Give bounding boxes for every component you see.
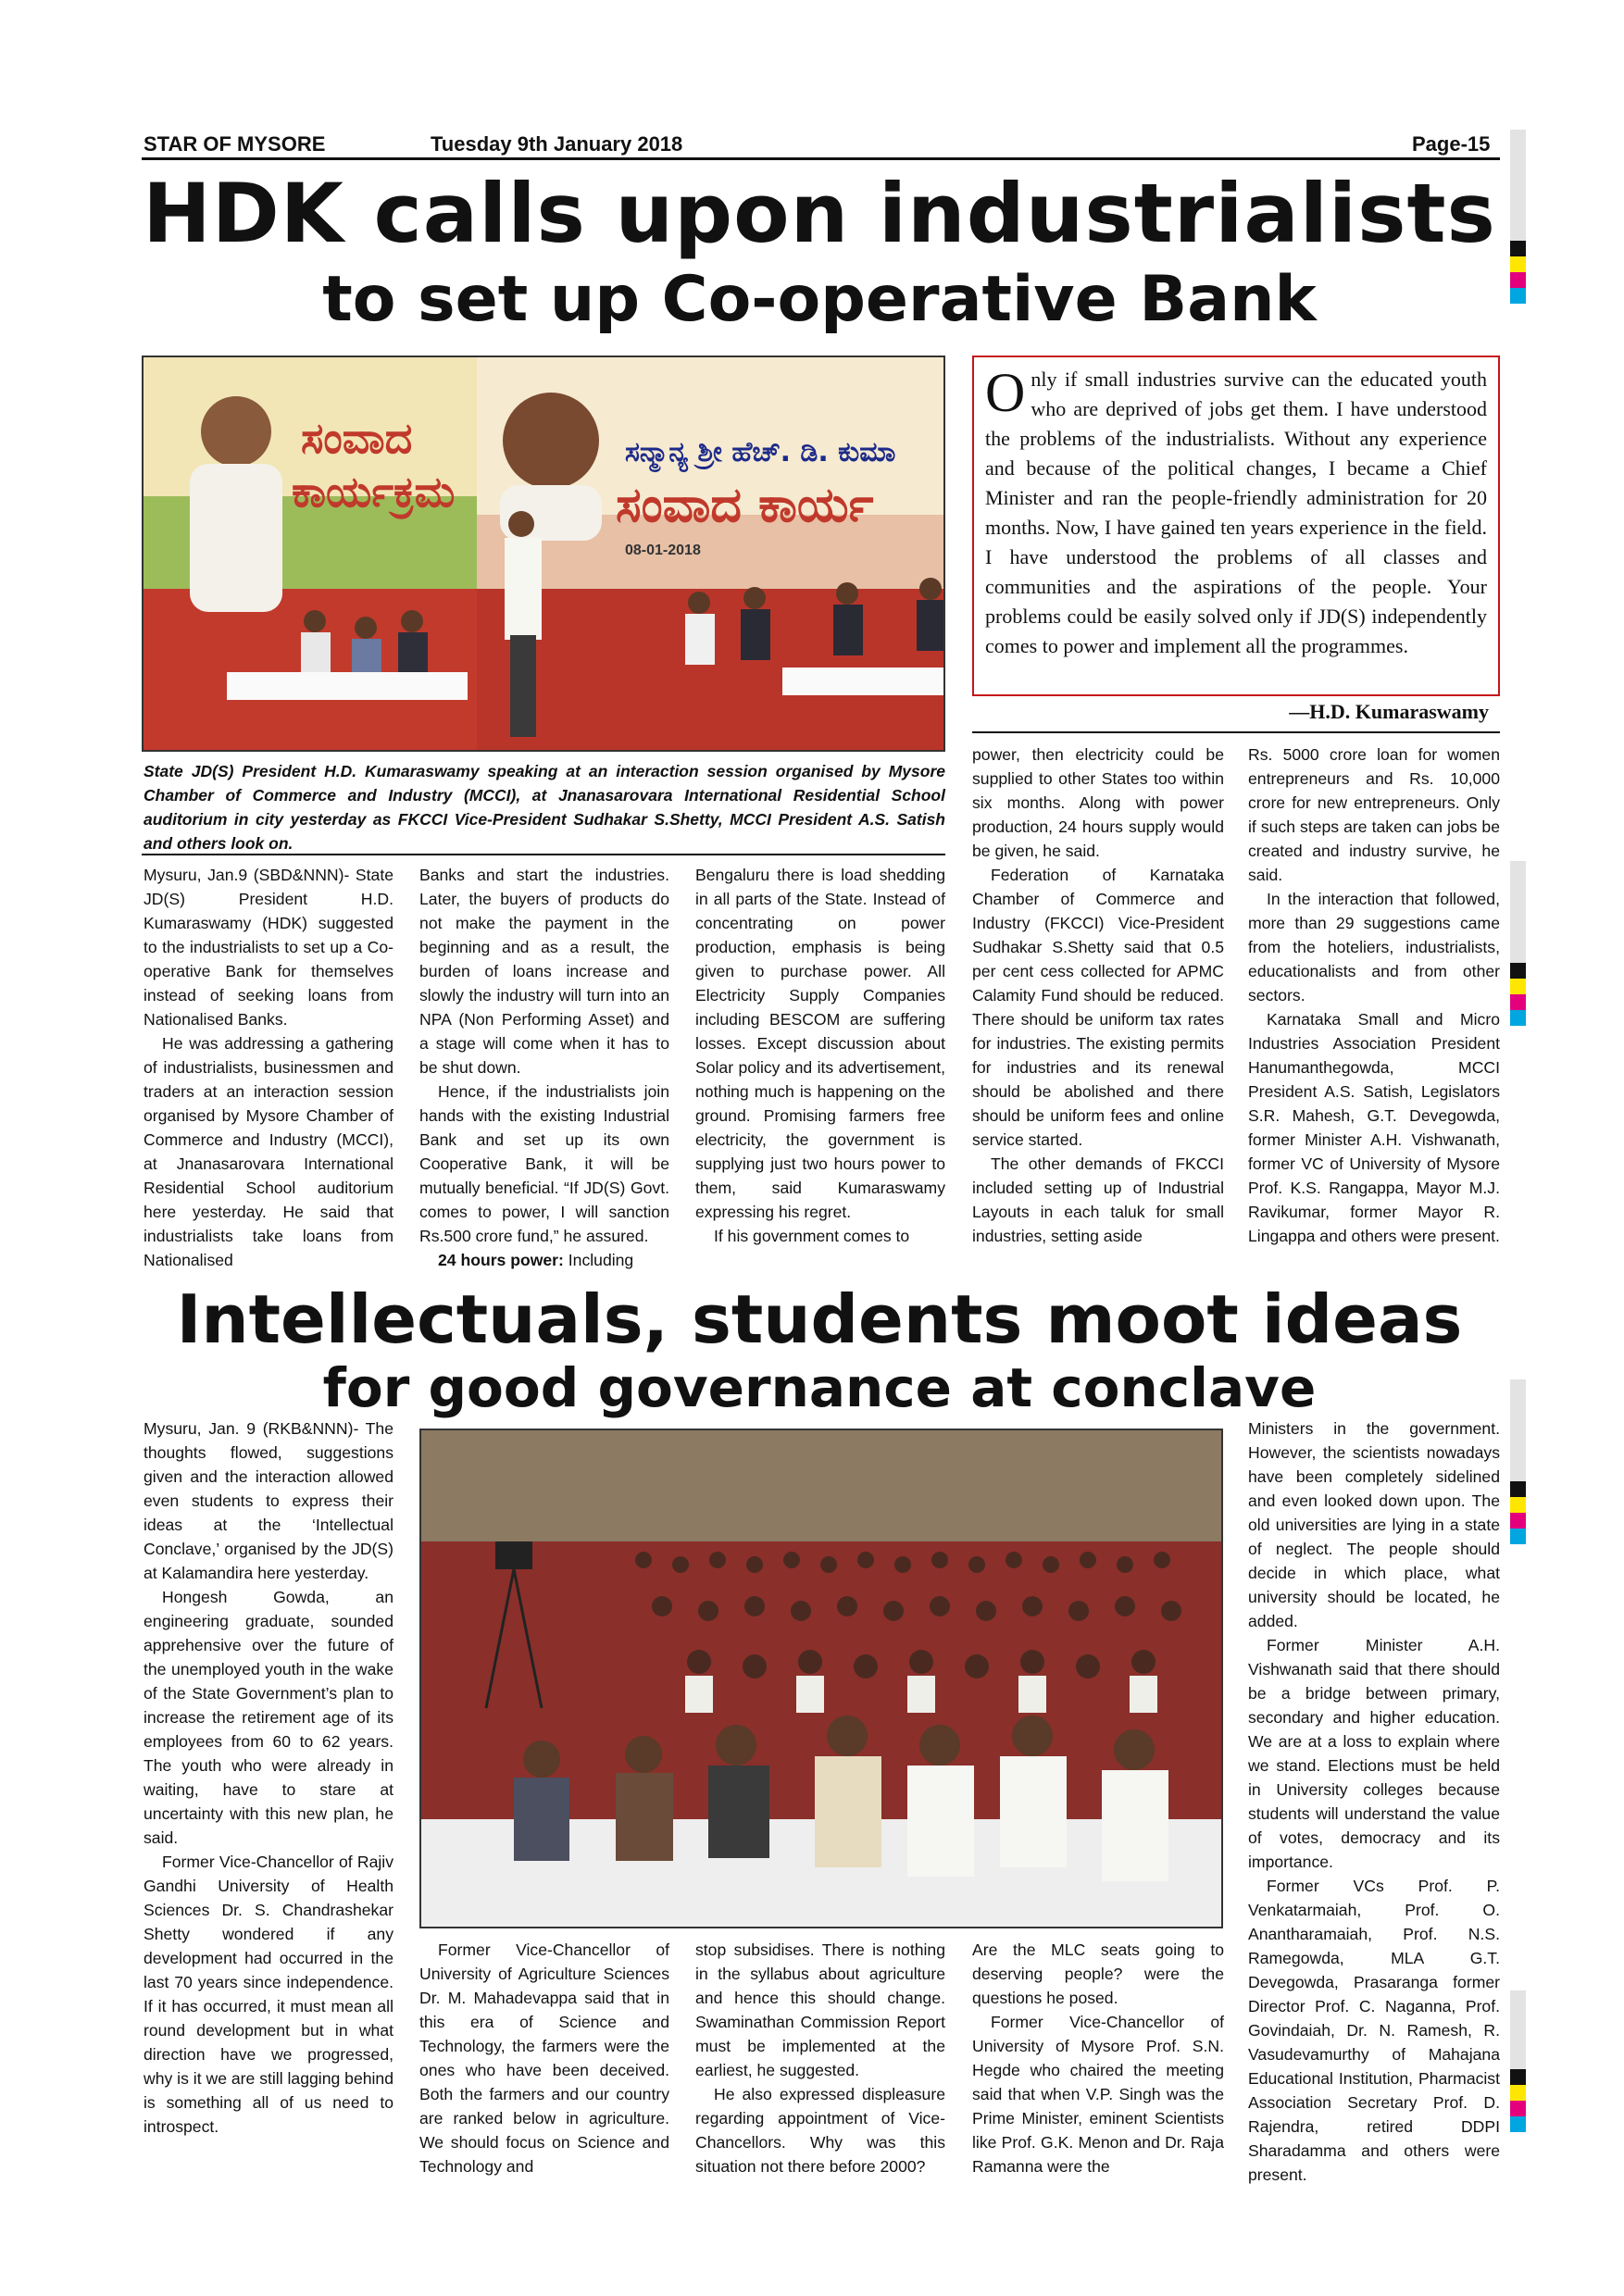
- story2-photo: [419, 1429, 1223, 1928]
- story1-column-4: [972, 742, 1224, 1248]
- story1-photo: [142, 356, 945, 752]
- subhead-text: Including: [563, 1251, 634, 1269]
- paper-name: STAR OF MYSORE: [144, 132, 326, 156]
- color-registration-marks: [1510, 241, 1526, 304]
- pull-quote-box: [972, 356, 1500, 696]
- story1-photo-caption: State JD(S) President H.D. Kumaraswamy speaking at an interaction session organised by Mysore Chamber of Commerce and Industry (MCCI), at Jnanasarovara International Residential School auditorium in city yesterday as FKCCI Vice-President Sudhakar S.Shetty, MCCI President A.S. Satish and others look on.: [144, 762, 945, 853]
- side-margin-strip: [1510, 861, 1526, 963]
- story1-column-5: [1248, 742, 1500, 1248]
- side-margin-strip: [1510, 1990, 1526, 2069]
- story1-column-2: [419, 863, 669, 1272]
- paragraph: Former Vice-Chancellor of University of Agriculture Sciences Dr. M. Mahadevappa said that in this era of Science and Technology, the farmers were the ones who have been deceived. Both the farmers and our country are ranked below in agriculture. We should focus on Science and Technology and: [419, 1940, 669, 2176]
- color-registration-marks: [1510, 963, 1526, 1026]
- photo-banner-text: ಕಾರ್ಯಕ್ರಮ: [292, 467, 456, 517]
- story2-column-5: [1248, 1416, 1500, 2187]
- paragraph: Hence, if the industrialists join hands with the existing Industrial Bank and set up its own Cooperative Bank, it will be mutually beneficial. “If JD(S) Govt. comes to power, I will sanction Rs.500 crore fund,” he assured.: [419, 1082, 669, 1245]
- paragraph: power, then electricity could be supplied to other States too within six months. Along with power production, 24 hours supply would be given, he said.: [972, 745, 1224, 860]
- story1-column-3: [695, 863, 945, 1248]
- story1-column-1: [144, 863, 394, 1272]
- photo-banner-text: ಸನ್ಮಾನ್ಯ ಶ್ರೀ ಹೆಚ್. ಡಿ. ಕುಮಾ: [625, 436, 896, 468]
- quote-dropcap: O: [985, 362, 1026, 423]
- quote-text: nly if small industries survive can the educated youth who are deprived of jobs get them. I have understood the problems of the industrialists. Without any experience and because of the political changes, I became a Chief Minister and ran the people-friendly administration for 20 months. Now, I have gained ten years experience in the field. I have understood the problems of all classes and communities and the aspirations of the people. Your problems could be easily solved only if JD(S) independently comes to power and implement all the programmes.: [985, 368, 1487, 657]
- story2-column-1: [144, 1416, 394, 2139]
- photo-banner-date: 08-01-2018: [625, 543, 701, 558]
- photo-banner-text: ಸಂವಾದ: [301, 413, 413, 463]
- quote-signature: —H.D. Kumaraswamy: [1289, 700, 1489, 723]
- paragraph: stop subsidises. There is nothing in the syllabus about agriculture and hence this should change. Swaminathan Commission Report must be implemented at the earliest, he suggested.: [695, 1940, 945, 2079]
- issue-date: Tuesday 9th January 2018: [431, 132, 683, 156]
- story2-column-2: [419, 1938, 669, 2178]
- paragraph: He was addressing a gathering of industrialists, businessmen and traders at an interaction session organised by Mysore Chamber of Commerce and Industry (MCCI), at Jnanasarovara International Residential School auditorium here yesterday. He said that industrialists take loans from Nationalised: [144, 1034, 394, 1269]
- caption-rule: [142, 854, 945, 855]
- paragraph: Are the MLC seats going to deserving people? were the questions he posed.: [972, 1940, 1224, 2007]
- color-registration-marks: [1510, 1481, 1526, 1544]
- story2-headline: Intellectuals, students moot ideas: [176, 1280, 1463, 1358]
- paragraph: Former Vice-Chancellor of University of Mysore Prof. S.N. Hegde who chaired the meeting said that when V.P. Singh was the Prime Minister, eminent Scientists like Prof. G.K. Menon and Dr. Raja Ramanna were the: [972, 2013, 1224, 2176]
- paragraph: Ministers in the government. However, the scientists nowadays have been completely sidelined and even looked down upon. The old universities are lying in a state of neglect. The people should decide in which place, what university should be located, he added.: [1248, 1419, 1500, 1630]
- header-rule: [142, 157, 1500, 160]
- subhead-bold: 24 hours power:: [438, 1251, 564, 1269]
- paragraph: He also expressed displeasure regarding appointment of Vice-Chancellors. Why was this situation not there before 2000?: [695, 2085, 945, 2176]
- side-margin-strip: [1510, 130, 1526, 241]
- paragraph: Hongesh Gowda, an engineering graduate, sounded apprehensive over the future of the unemployed youth in the wake of the State Government’s plan to increase the retirement age of its employees from 60 to 62 years. The youth who were already in waiting, have to stare at uncertainty with this new plan, he said.: [144, 1588, 394, 1847]
- side-margin-strip: [1510, 1379, 1526, 1481]
- paragraph: The other demands of FKCCI included setting up of Industrial Layouts in each taluk for small industries, setting aside: [972, 1154, 1224, 1245]
- page-number: Page-15: [1412, 132, 1491, 156]
- story2-subheadline: for good governance at conclave: [322, 1356, 1317, 1419]
- paragraph: Former Vice-Chancellor of Rajiv Gandhi University of Health Sciences Dr. S. Chandrashekar Shetty wondered if any development had occurred in the last 70 years since independence. If it has occurred, it must mean all round development but in what direction have we progressed, why is it we are still lagging behind is something all of us need to introspect.: [144, 1853, 394, 2136]
- paragraph: In the interaction that followed, more than 29 suggestions came from the hoteliers, industrialists, educationalists and from other sectors.: [1248, 890, 1500, 1004]
- story2-column-3: [695, 1938, 945, 2178]
- photo-banner-text: ಸಂವಾದ ಕಾರ್ಯ: [616, 478, 874, 533]
- story2-column-4: [972, 1938, 1224, 2178]
- paragraph: Federation of Karnataka Chamber of Commerce and Industry (FKCCI) Vice-President Sudhakar S.Shetty said that 0.5 per cent cess collected for APMC Calamity Fund should be reduced. There should be uniform tax rates for industries. The existing permits for industries and its renewal should be abolished and there should be uniform fees and online service started.: [972, 866, 1224, 1149]
- paragraph: Mysuru, Jan. 9 (RKB&NNN)- The thoughts flowed, suggestions given and the interaction allowed even students to express their ideas at the ‘Intellectual Conclave,’ organised by the JD(S) at Kalamandira here yesterday.: [144, 1419, 394, 1582]
- paragraph: Former VCs Prof. P. Venkatarmaiah, Prof. O. Anantharamaiah, Prof. N.S. Ramegowda, MLA G.T. Devegowda, Prasaranga former Director Prof. C. Naganna, Prof. Govindaiah, Dr. N. Ramesh, R. Vasudevamurthy of Mahajana Educational Institution, Pharmacist Association Secretary Prof. D. Rajendra, retired DDPI Sharadamma and others were present.: [1248, 1877, 1500, 2184]
- quote-rule: [972, 731, 1500, 733]
- paragraph: If his government comes to: [714, 1227, 910, 1245]
- subhead-paragraph: [419, 1248, 669, 1272]
- paragraph: Mysuru, Jan.9 (SBD&NNN)- State JD(S) President H.D. Kumaraswamy (HDK) suggested to the industrialists to set up a Co-operative Bank for themselves instead of seeking loans from Nationalised Banks.: [144, 866, 394, 1029]
- paragraph: Karnataka Small and Micro Industries Association President Hanumanthegowda, MCCI President A.S. Satish, Legislators S.R. Mahesh, G.T. Devegowda, former Minister A.H. Vishwanath, former VC of University of Mysore Prof. K.S. Rangappa, Mayor M.J. Ravikumar, former Mayor R. Lingappa and others were present.: [1248, 1010, 1500, 1245]
- paragraph: Former Minister A.H. Vishwanath said that there should be a bridge between primary, secondary and higher education. We are at a loss to explain where we stand. Elections must be held in University colleges because students will understand the value of votes, democracy and its importance.: [1248, 1636, 1500, 1871]
- story1-subheadline: to set up Co-operative Bank: [322, 263, 1317, 336]
- color-registration-marks: [1510, 2069, 1526, 2132]
- story1-headline: HDK calls upon industrialists: [143, 166, 1496, 261]
- paragraph: Rs. 5000 crore loan for women entrepreneurs and Rs. 10,000 crore for new entrepreneurs. Only if such steps are taken can jobs be created and industry survive, he said.: [1248, 745, 1500, 884]
- paragraph: Banks and start the industries. Later, the buyers of products do not make the payment in the beginning and as a result, the burden of loans increase and slowly the industry will turn into an NPA (Non Performing Asset) and a stage will come when it has to be shut down.: [419, 866, 669, 1077]
- paragraph: Bengaluru there is load shedding in all parts of the State. Instead of concentrating on power production, emphasis is being given to purchase power. All Electricity Supply Companies including BESCOM are suffering losses. Except discussion about Solar policy and its advertisement, nothing much is happening on the ground. Promising farmers free electricity, the government is supplying just two hours power to them, said Kumaraswamy expressing his regret.: [695, 866, 945, 1221]
